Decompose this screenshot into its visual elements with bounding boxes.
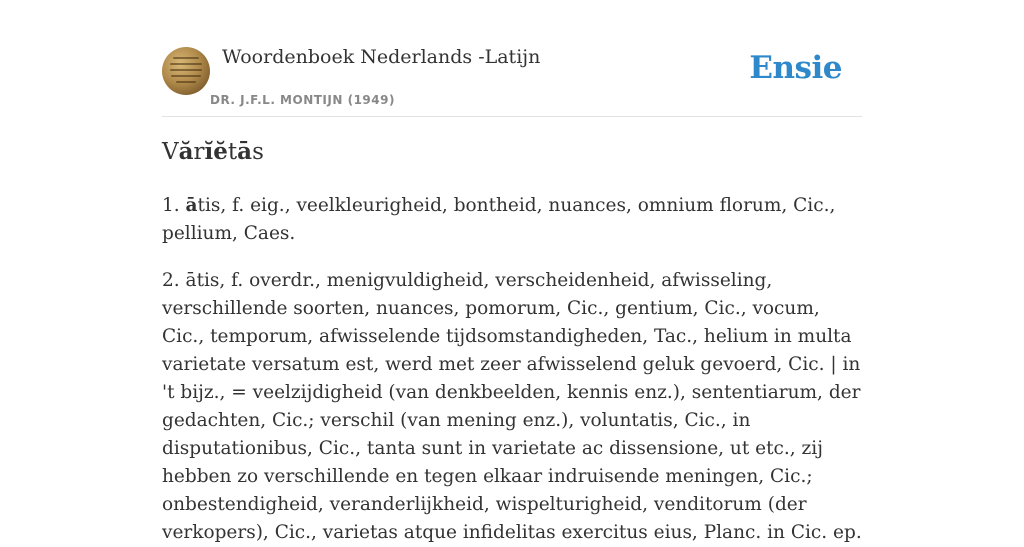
sense-text: ātis, f. overdr., menigvuldigheid, verscheidenheid, afwisseling, verschillende soorten, nuances, pomorum, Cic., gentium, Cic., vocum, Cic., temporum, afwisselende tijdsomstandigheden, Tac., helium in multa varietate versatum est, werd met zeer afwisselend geluk gevoerd, Cic. | in ꞌt bijz., = veelzijdigheid (van denkbeelden, kennis enz.), sententiarum, der gedachten, Cic.; verschil (van mening enz.), voluntatis, Cic., in disputationibus, Cic., tanta sunt in varietate ac dissensione, ut etc., zij hebben zo verschillende en tegen elkaar indruisende meningen, Cic.; onbestendigheid, veranderlijkheid, wispelturigheid, venditorum (der verkopers), Cic., varietas atque infidelitas exercitus eius, Planc. in Cic. ep. — [162, 270, 862, 543]
headword-part: ĭĕ — [204, 138, 228, 165]
headword-part: V — [162, 139, 179, 165]
coin-inscription — [170, 57, 202, 87]
sense-stem: ā — [185, 195, 198, 216]
site-header — [162, 46, 862, 117]
sense-2 — [162, 267, 862, 547]
headword-part: ă — [178, 138, 194, 165]
sense-number: 2. — [162, 270, 180, 291]
dictionary-author: DR. J.F.L. MONTIJN (1949) — [210, 93, 395, 107]
latin-inscription-coin-icon[interactable] — [162, 47, 210, 95]
sense-1 — [162, 192, 862, 248]
sense-text: tis, f. eig., veelkleurigheid, bontheid, nuances, omnium florum, Cic., pellium, Caes. — [162, 195, 836, 244]
entry-headword — [162, 138, 264, 165]
sense-number: 1. — [162, 195, 180, 216]
headword-part: r — [193, 139, 205, 165]
headword-part: s — [252, 139, 264, 165]
brand-logo-link[interactable]: Ensie — [749, 50, 842, 86]
headword-part: ā — [237, 138, 253, 165]
headword-part: t — [227, 139, 238, 165]
dictionary-title[interactable]: Woordenboek Nederlands -Latijn — [222, 46, 541, 68]
